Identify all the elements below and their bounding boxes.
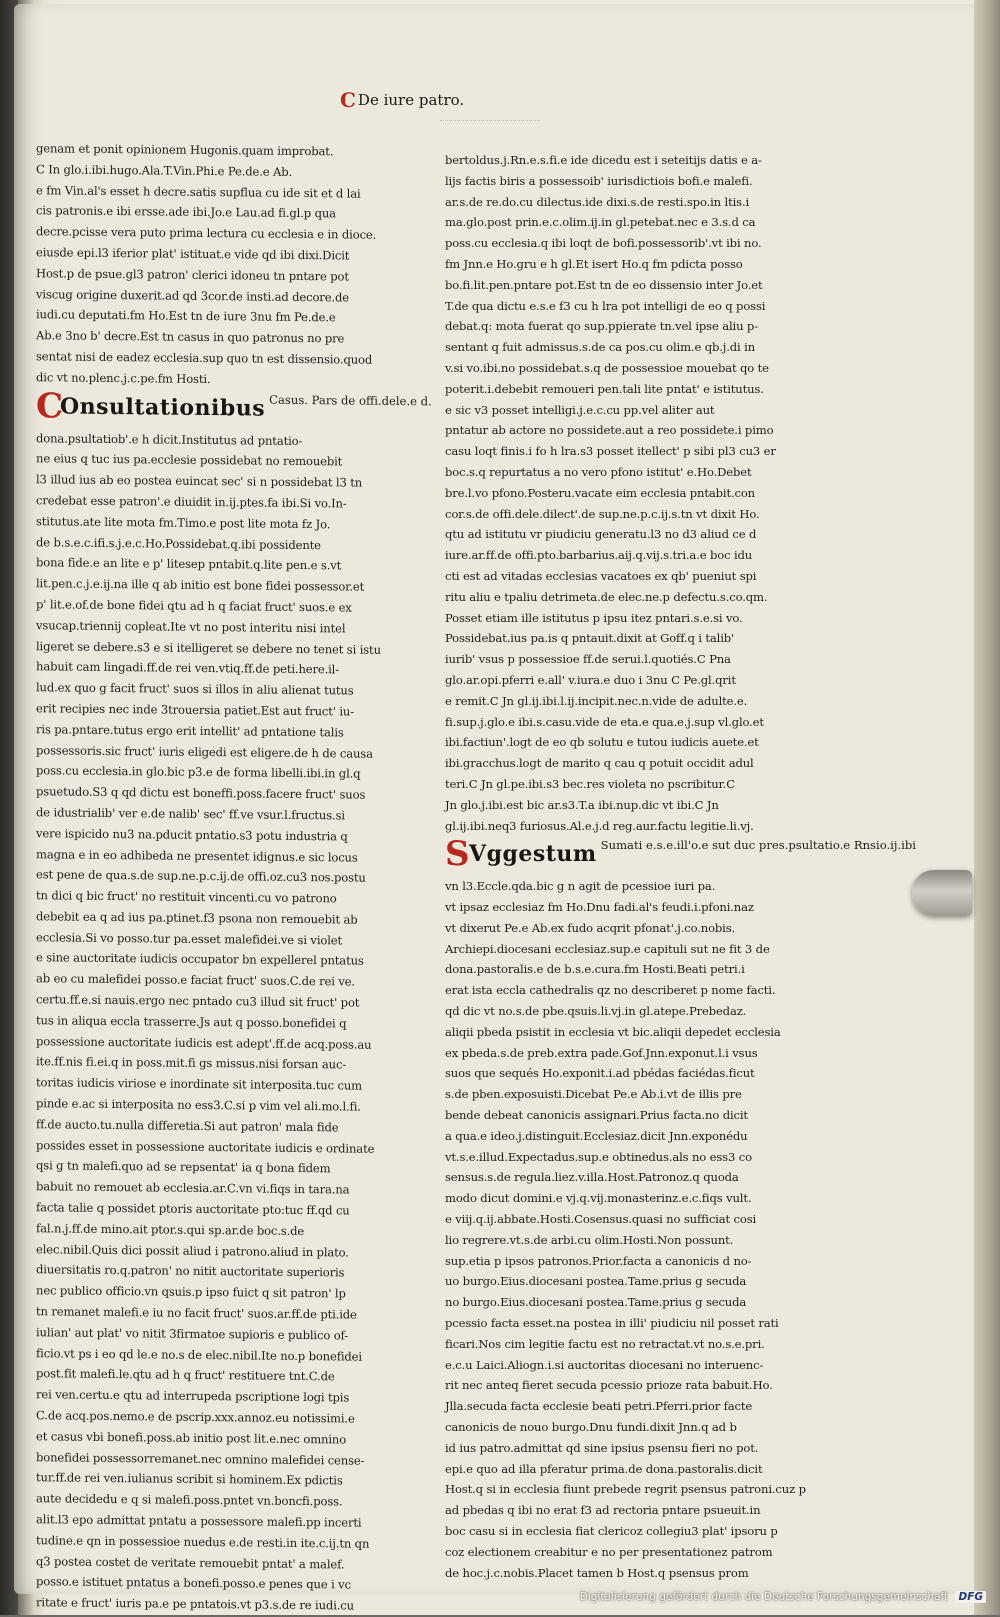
text-line: babuit no remouet ab ecclesia.ar.C.vn vi.fiqs in tara.na bbox=[36, 1179, 350, 1197]
text-line: genam et ponit opinionem Hugonis.quam improbat. bbox=[36, 141, 334, 159]
rubricated-initial: S bbox=[445, 834, 470, 875]
text-line: bende debeat canonicis assignari.Prius facta.no dicit bbox=[445, 1108, 748, 1123]
text-line: l3 illud ius ab eo postea euincat sec' si n possidebat l3 tn bbox=[36, 472, 363, 490]
text-line: gl.ij.ibi.neq3 furiosus.Al.e.j.d reg.aur.factu legitie.li.vj. bbox=[445, 818, 754, 833]
text-line: ris pa.pntare.tutus ergo erit intellit' ad pntatione talis bbox=[36, 721, 344, 740]
marginal-scribble bbox=[440, 108, 540, 121]
text-line: sentat nisi de eadez ecclesia.sup quo tn est dissensio.quod bbox=[36, 349, 373, 367]
text-line: viscug origine duxerit.ad qd 3cor.de insti.ad decore.de bbox=[36, 286, 349, 305]
text-line: erit recipies nec inde 3trouersia patiet.Est aut fruct' iu- bbox=[36, 701, 354, 719]
text-line: q3 postea costet de veritate remouebit pntat' a malef. bbox=[36, 1553, 345, 1572]
dfg-logo: DFG bbox=[955, 1591, 986, 1603]
text-line: magna e in eo adhibeda ne presentet idignus.e sic locus bbox=[36, 846, 358, 865]
text-line: e remit.C Jn gl.ij.ibi.l.ij.incipit.nec.n.vide de adulte.e. bbox=[445, 693, 748, 708]
text-line: ritate e fruct' iuris pa.e pe pntatois.vt p3.s.de re iudi.cu bbox=[36, 1595, 354, 1613]
text-line: Host.q si in ecclesia fiunt prebede regrit psensus patroni.cuz p bbox=[445, 1482, 806, 1497]
text-line: alit.l3 epo admittat pntatu a possessore malefi.pp incerti bbox=[36, 1512, 362, 1530]
text-line: v.si vo.ibi.no possidebat.s.q de possessioe mouebat qo te bbox=[445, 360, 769, 375]
text-line: bona fide.e an lite e p' litesep pntabit.q.lite pen.e s.vt bbox=[36, 555, 342, 573]
text-line: e.c.u Laici.Aliogn.i.si auctoritas diocesani no interuenc- bbox=[445, 1357, 764, 1372]
text-line: s.de pben.exposuisti.Dicebat Pe.e Ab.i.vt de illis pre bbox=[445, 1087, 742, 1102]
text-line: Archiepi.diocesani ecclesiaz.sup.e capituli sut ne fit 3 de bbox=[445, 941, 770, 956]
text-line: bertoldus.j.Rn.e.s.fi.e ide dicedu est i seteitijs datis e a- bbox=[445, 153, 762, 167]
page-edges bbox=[974, 0, 1000, 1615]
text-line: rit nec anteq fieret secuda pcessio prioze rata babuit.Ho. bbox=[445, 1378, 773, 1393]
text-line: Ab.e 3no b' decre.Est tn casus in quo patronus no pre bbox=[36, 328, 345, 346]
text-line: suos que sequés Ho.exponit.i.ad pbédas faciédas.ficut bbox=[445, 1066, 755, 1081]
text-line: vere ispicido nu3 na.pducit pntatio.s3 potu industria q bbox=[36, 825, 348, 844]
text-line: ibi.factiun'.logt de eo qb solutu e tutou iudicis auete.et bbox=[445, 735, 759, 750]
text-line: qtu ad istitutu vr piudiciu generatu.l3 no d3 aliud ce d bbox=[445, 527, 757, 542]
running-head-paragraph-mark: C bbox=[340, 88, 356, 112]
digitization-credit bbox=[580, 1591, 986, 1609]
text-line: tudine.e qn in possessioe nuedus e.de resti.in ite.c.ij.tn qn bbox=[36, 1533, 370, 1551]
text-line: ite.ff.nis fi.ei.q in poss.mit.fi gs missus.nisi forsan auc- bbox=[36, 1054, 347, 1072]
text-line: sup.etia p ipsos patronos.Prior.facta a canonicis d no- bbox=[445, 1253, 752, 1268]
text-line: decre.pcisse vera puto prima lectura cu ecclesia e in dioce. bbox=[36, 224, 377, 242]
credit-text: Digitalisierung gefördert durch die Deutsche Forschungsgemeinschaft bbox=[579, 1591, 949, 1603]
text-line: certu.ff.e.si nauis.ergo nec pntado cu3 illud sit fruct' pot bbox=[36, 992, 360, 1010]
text-line: vsucap.triennij copleat.Ite vt no post interitu nisi intel bbox=[36, 617, 346, 636]
text-line: rei ven.certu.e qtu ad interrupeda pscriptione logi tpis bbox=[36, 1387, 350, 1405]
left-text-column bbox=[36, 138, 432, 1613]
rubricated-initial: C bbox=[36, 385, 64, 427]
text-line: poss.cu ecclesia.in glo.bic p3.e de forma libelli.ibi.in gl.q bbox=[36, 763, 361, 781]
text-line: ligeret se debere.s3 e si itelligeret se debere no tenet si istu bbox=[36, 638, 381, 657]
text-line: nec publico officio.vn qsuis.p ipso fuict q sit patron' lp bbox=[36, 1283, 346, 1301]
text-line: cti est ad vitadas ecclesias vacatoes ex qb' pueniut spi bbox=[445, 568, 757, 583]
text-line: a qua.e ideo.j.distinguit.Ecclesiaz.dicit Jnn.exponédu bbox=[445, 1128, 748, 1143]
text-line: lio regrere.vt.s.de arbi.cu olim.Hosti.Non possunt. bbox=[445, 1232, 734, 1247]
text-line: iure.ar.ff.de offi.pto.barbarius.aij.q.vij.s.tri.a.e boc idu bbox=[445, 548, 753, 563]
text-line: de b.s.e.c.ifi.s.j.e.c.Ho.Possidebat.q.ibi possidente bbox=[36, 534, 321, 552]
text-line: iulian' aut plat' vo nitit 3firmatoe supioris e publico of- bbox=[36, 1325, 349, 1343]
text-line: e sine auctoritate iudicis occupator bn expellerel pntatus bbox=[36, 950, 364, 969]
text-line: sentant q fuit admissus.s.de ca pos.cu olim.e qb.j.di in bbox=[445, 340, 756, 355]
text-line: e sic v3 posset intelligi.j.e.c.cu pp.vel aliter aut bbox=[445, 402, 715, 417]
left-column-body-lines bbox=[36, 428, 381, 1617]
text-line: debebit ea q ad ius pa.ptinet.f3 psona non remouebit ab bbox=[36, 909, 358, 927]
text-line: boc.s.q repurtatus a no vero pfono istitut' e.Ho.Debet bbox=[445, 464, 752, 479]
text-line: pntatur ab actore no possidete.aut a reo possidete.i pimo bbox=[445, 423, 774, 438]
text-line: casu loqt finis.i fo h lra.s3 posset itellect' p sibi pl3 cu3 er bbox=[445, 444, 776, 459]
text-line: diuersitatis ro.q.patron' no nitit auctoritate superioris bbox=[36, 1262, 345, 1280]
text-line: ff.de aucto.tu.nulla differetia.Si aut patron' mala fide bbox=[36, 1117, 339, 1135]
text-line: tn remanet malefi.e iu no facit fruct' suos.ar.ff.de pti.ide bbox=[36, 1304, 357, 1322]
rubric-aside: Sumati e.s.e.ill'o.e sut duc pres.psultatio.e Rnsio.ij.ibi bbox=[600, 838, 916, 853]
text-line: ad pbedas q ibi no erat f3 ad rectoria pntare psueuit.in bbox=[445, 1503, 761, 1518]
text-line: aute decidedu e q si malefi.poss.pntet vn.boncfi.poss. bbox=[36, 1491, 343, 1509]
text-line: qd dic vt no.s.de pbe.qsuis.li.vj.in gl.atepe.Prebedaz. bbox=[445, 1004, 747, 1019]
text-line: C.de acq.pos.nemo.e de pscrip.xxx.annoz.eu notissimi.e bbox=[36, 1408, 355, 1426]
text-line: canonicis de nouo burgo.Dnu fundi.dixit Jnn.q ad b bbox=[445, 1420, 737, 1435]
left-column-top-lines bbox=[36, 138, 376, 391]
text-line: no burgo.Eius.diocesani postea.Tame.prius g secuda bbox=[445, 1295, 747, 1310]
rubric-word: Onsultationibus bbox=[60, 393, 266, 422]
text-line: vn l3.Eccle.qda.bic g n agit de pcessioe iuri pa. bbox=[445, 879, 716, 894]
text-line: T.de qua dictu e.s.e f3 cu h lra pot intelligi de eo q possi bbox=[445, 298, 766, 313]
text-line: pinde e.ac si interposita no ess3.C.si p vim vel ali.mo.l.fi. bbox=[36, 1096, 361, 1114]
text-line: sensus.s.de regula.liez.v.illa.Host.Patronoz.q quoda bbox=[445, 1170, 739, 1185]
text-line: epi.e quo ad illa pferatur prima.de dona.pastoralis.dicit bbox=[445, 1461, 763, 1476]
text-line: ma.glo.post prin.e.c.olim.ij.in gl.petebat.nec e 3.s.d ca bbox=[445, 215, 756, 230]
text-line: ar.s.de re.do.cu dilectus.ide dixi.s.de resti.spo.in ltis.i bbox=[445, 194, 750, 209]
text-line: e fm Vin.al's esset h decre.satis supflua cu ide sit et d lai bbox=[36, 182, 361, 201]
text-line: facta talie q possidet ptoris auctoritate pto:tuc ff.qd cu bbox=[36, 1200, 350, 1218]
text-line: elec.nibil.Quis dici possit aliud i patrono.aliud in plato. bbox=[36, 1241, 349, 1260]
text-line: Jlla.secuda facta ecclesie beati petri.Pferri.prior facte bbox=[445, 1399, 753, 1414]
text-line: bre.l.vo pfono.Posteru.vacate eim ecclesia pntabit.con bbox=[445, 485, 755, 500]
text-line: tn dici q bic fruct' no restituit vincenti.cu vo patrono bbox=[36, 888, 337, 906]
text-line: poterit.i.debebit remoueri pen.tali lite pntat' e istitutus. bbox=[445, 381, 764, 396]
text-line: dic vt no.plenc.j.c.pe.fm Hosti. bbox=[36, 369, 211, 386]
right-column-top-lines bbox=[445, 150, 775, 836]
text-line: post.fit malefi.le.qtu ad h q fruct' restituere tnt.C.de bbox=[36, 1366, 335, 1384]
text-line: qsi g tn malefi.quo ad se repsentat' ia q bona fidem bbox=[36, 1158, 331, 1176]
text-line: ritu aliu e tpaliu detrimeta.de elec.ne.p defectu.s.co.qm. bbox=[445, 589, 768, 604]
running-head-title: De iure patro. bbox=[357, 91, 465, 109]
text-line: fi.sup.j.glo.e ibi.s.casu.vide de eta.e qua.e.j.sup vl.glo.et bbox=[445, 714, 764, 729]
text-line: ficari.Nos cim legitie factu est no retractat.vt no.s.e.pri. bbox=[445, 1336, 765, 1351]
text-line: vt ipsaz ecclesiaz fm Ho.Dnu fadi.al's feudi.i.pfoni.naz bbox=[445, 900, 754, 915]
text-line: et casus vbi bonefi.poss.ab initio post lit.e.nec omnino bbox=[36, 1429, 347, 1447]
text-line: possessoris.sic fruct' iuris eligedi est eligere.de h de causa bbox=[36, 742, 373, 761]
text-line: coz electionem creabitur e no per presentationez patrom bbox=[445, 1544, 773, 1559]
text-line: psuetudo.S3 q qd dictu est boneffi.poss.facere fruct' suos bbox=[36, 784, 366, 802]
text-line: poss.cu ecclesia.q ibi loqt de bofi.possessorib'.vt ibi no. bbox=[445, 236, 762, 251]
text-line: credebat esse patron'.e diuidit in.ij.ptes.fa ibi.Si vo.In- bbox=[36, 493, 347, 511]
text-line: tus in aliqua eccla trasserre.Js aut q posso.bonefidei q bbox=[36, 1013, 347, 1031]
text-line: eiusde epi.l3 iferior plat' istituat.e vide qd ibi dixi.Dicit bbox=[36, 245, 350, 263]
text-line: ne eius q tuc ius pa.ecclesie possidebat no remouebit bbox=[36, 451, 343, 469]
text-line: teri.C Jn gl.pe.ibi.s3 bec.res violeta no pscribitur.C bbox=[445, 776, 735, 791]
text-line: id ius patro.admittat qd sine ipsius psensu fieri no pot. bbox=[445, 1440, 759, 1455]
text-line: posso.e istituet pntatus a bonefi.posso.e penes que i vc bbox=[36, 1574, 351, 1592]
text-line: pcessio facta esset.na postea in illi' piudiciu nil posset rati bbox=[445, 1316, 779, 1331]
text-line: modo dicut domini.e vj.q.vij.monasterinz.e.c.fiqs vult. bbox=[445, 1191, 752, 1206]
text-line: cis patronis.e ibi ersse.ade ibi.Jo.e Lau.ad fi.gl.p qua bbox=[36, 203, 336, 221]
text-line: boc casu si in ecclesia fiat clericoz collegiu3 plat' ipsoru p bbox=[445, 1524, 778, 1538]
text-line: Host.p de psue.gl3 patron' clerici idoneu tn pntare pot bbox=[36, 266, 349, 284]
text-line: possessione auctoritate iudicis est adept'.ff.de acq.poss.au bbox=[36, 1033, 372, 1052]
text-line: iurib' vsus p possessioe ff.de serui.l.quotiés.C Pna bbox=[445, 652, 731, 667]
rubric-aside: Casus. Pars de offi.dele.e d. bbox=[269, 392, 432, 408]
text-line: possides esset in possessione auctoritate iudicis e ordinate bbox=[36, 1137, 375, 1156]
text-line: vt.s.e.illud.Expectadus.sup.e obtinedus.als no ess3 co bbox=[445, 1149, 752, 1164]
text-line: lit.pen.c.j.e.ij.na ille q ab initio est bone fidei possessor.et bbox=[36, 576, 365, 594]
right-rubric-heading bbox=[445, 834, 916, 876]
text-line: aliqii pbeda psistit in ecclesia vt bic.aliqii depedet ecclesia bbox=[445, 1024, 781, 1039]
text-line: vt dixerut Pe.e Ab.ex fudo acqrit pfonat'.j.co.nobis. bbox=[445, 920, 736, 935]
text-line: Jn glo.j.ibi.est bic ar.s3.T.a ibi.nup.dic vt ibi.C Jn bbox=[445, 797, 719, 812]
text-line: bo.fi.lit.pen.pntare pot.Est tn de eo dissensio inter Jo.et bbox=[445, 277, 763, 292]
text-line: iudi.cu deputati.fm Ho.Est tn de iure 3nu fm Pe.de.e bbox=[36, 307, 336, 325]
text-line: ex pbeda.s.de preb.extra pade.Gof.Jnn.exponut.l.i vsus bbox=[445, 1045, 758, 1060]
rubric-word: Vggestum bbox=[469, 841, 597, 868]
right-text-column bbox=[445, 150, 916, 1580]
text-line: C In glo.i.ibi.hugo.Ala.T.Vin.Phi.e Pe.de.e Ab. bbox=[36, 162, 293, 179]
book-clamp bbox=[912, 870, 972, 916]
text-line: stitutus.ate lite mota fm.Timo.e post lite mota fz Jo. bbox=[36, 513, 331, 532]
text-line: ficio.vt ps i eo qd le.e no.s de elec.nibil.Ite no.p bonefidei bbox=[36, 1345, 362, 1364]
left-rubric-heading bbox=[36, 385, 432, 432]
text-line: cor.s.de offi.dele.dilect'.de sup.ne.p.c.ij.s.tn vt dixit Ho. bbox=[445, 506, 760, 521]
text-line: est pene de qua.s.de sup.ne.p.c.ij.de offi.oz.cu3 nos.postu bbox=[36, 867, 366, 885]
text-line: tur.ff.de rei ven.iulianus scribit si hominem.Ex pdictis bbox=[36, 1470, 343, 1488]
text-line: dona.pastoralis.e de b.s.e.cura.fm Hosti.Beati petri.i bbox=[445, 962, 745, 977]
text-line: Posset etiam ille istitutus p ipsu itez pntari.s.e.si vo. bbox=[445, 610, 743, 625]
text-line: ab eo cu malefidei posso.e faciat fruct' suos.C.de rei ve. bbox=[36, 971, 355, 989]
text-line: bonefidei possessorremanet.nec omnino malefidei cense- bbox=[36, 1449, 365, 1468]
text-line: dona.psultatiob'.e h dicit.Institutus ad pntatio- bbox=[36, 430, 303, 448]
text-line: uo burgo.Eius.diocesani postea.Tame.prius g secuda bbox=[445, 1274, 747, 1289]
text-line: de idustrialib' ver e.de nalib' sec' ff.ve vsur.l.fructus.si bbox=[36, 805, 345, 823]
text-line: toritas iudicis viriose e inordinate sit interposita.tuc cum bbox=[36, 1075, 362, 1093]
text-line: lud.ex quo g facit fruct' suos si illos in aliu alienat tutus bbox=[36, 680, 354, 698]
right-column-body-lines bbox=[445, 876, 806, 1583]
text-line: Possidebat.ius pa.is q pntauit.dixit at Goff.q i talib' bbox=[445, 631, 735, 646]
text-line: ecclesia.Si vo posso.tur pa.esset malefidei.ve si violet bbox=[36, 929, 342, 948]
text-line: de hoc.j.c.nobis.Placet tamen b Host.q psensus prom bbox=[445, 1565, 749, 1580]
text-line: p' lit.e.of.de bone fidei qtu ad h q faciat fruct' suos.e ex bbox=[36, 597, 352, 615]
text-line: debat.q: mota fuerat qo sup.ppierate tn.vel ipse aliu p- bbox=[445, 319, 758, 334]
text-line: fm Jnn.e Ho.gru e h gl.Et isert Ho.q fm pdicta posso bbox=[445, 256, 743, 271]
text-line: lijs factis biris a possessoib' iurisdictiois bofi.e malefi. bbox=[445, 173, 753, 188]
text-line: habuit cam lingadi.ff.de rei ven.vtiq.ff.de peti.here.il- bbox=[36, 659, 339, 677]
text-line: e viij.q.ij.abbate.Hosti.Cosensus.quasi no sufficiat cosi bbox=[445, 1212, 757, 1227]
text-line: fal.n.j.ff.de mino.ait ptor.s.qui sp.ar.de boc.s.de bbox=[36, 1221, 305, 1238]
text-line: erat ista eccla cathedralis qz no describeret p nome facti. bbox=[445, 983, 776, 998]
text-line: glo.ar.opi.pferri e.all' v.iura.e duo i 3nu C Pe.gl.qrit bbox=[445, 672, 736, 687]
text-line: ibi.gracchus.logt de marito q cau q potuit occidit adul bbox=[445, 756, 754, 771]
